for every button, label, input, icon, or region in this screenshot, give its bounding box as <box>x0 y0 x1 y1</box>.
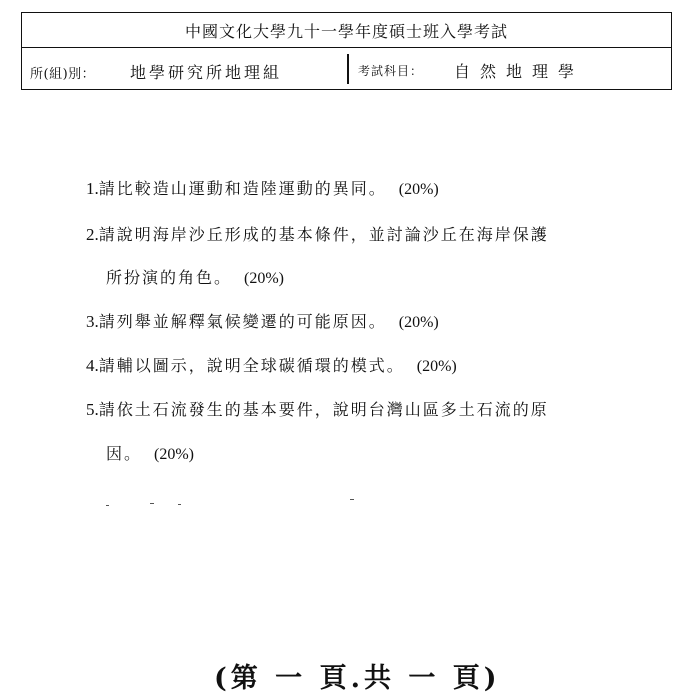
scan-speck <box>350 499 354 500</box>
question-number: 3. <box>86 312 99 331</box>
question-5-continued <box>106 441 194 464</box>
department-value: 地學研究所地理組 <box>130 63 283 82</box>
department-label: 所(組)別： <box>30 67 96 82</box>
question-2-continued <box>106 265 284 288</box>
question-3 <box>86 309 439 332</box>
question-points: (20%) <box>416 358 457 375</box>
question-text: 請列舉並解釋氣候變遷的可能原因。 <box>98 312 387 331</box>
question-points: (20%) <box>398 181 439 198</box>
exam-title: 中國文化大學九十一學年度碩士班入學考試 <box>22 13 671 48</box>
exam-header-box <box>21 12 672 90</box>
question-4 <box>86 353 457 376</box>
question-points: (20%) <box>154 446 194 463</box>
question-2 <box>86 222 549 245</box>
question-text: 所扮演的角色。 <box>106 268 233 287</box>
scan-speck <box>178 504 181 505</box>
subject-label: 考試科目： <box>358 64 424 78</box>
question-text: 因。 <box>106 444 143 463</box>
subject-value: 自然地理學 <box>454 62 585 81</box>
question-text: 請依土石流發生的基本要件，說明台灣山區多土石流的原 <box>98 400 549 419</box>
scan-speck <box>150 503 154 504</box>
page-indicator: (第 一 頁.共 一 頁) <box>214 663 501 694</box>
scan-speck <box>106 505 109 506</box>
question-1 <box>86 176 439 199</box>
question-points: (20%) <box>398 314 439 331</box>
question-text: 請說明海岸沙丘形成的基本條件，並討論沙丘在海岸保護 <box>98 225 549 244</box>
question-number: 4. <box>86 356 99 375</box>
question-number: 2. <box>86 225 99 244</box>
exam-info-row <box>22 48 671 90</box>
question-points: (20%) <box>244 270 284 287</box>
question-number: 1. <box>86 179 99 198</box>
question-text: 請輔以圖示，說明全球碳循環的模式。 <box>98 356 405 375</box>
question-number: 5. <box>86 400 99 419</box>
question-text: 請比較造山運動和造陸運動的異同。 <box>98 179 387 198</box>
question-5 <box>86 397 549 420</box>
header-divider <box>347 54 349 84</box>
